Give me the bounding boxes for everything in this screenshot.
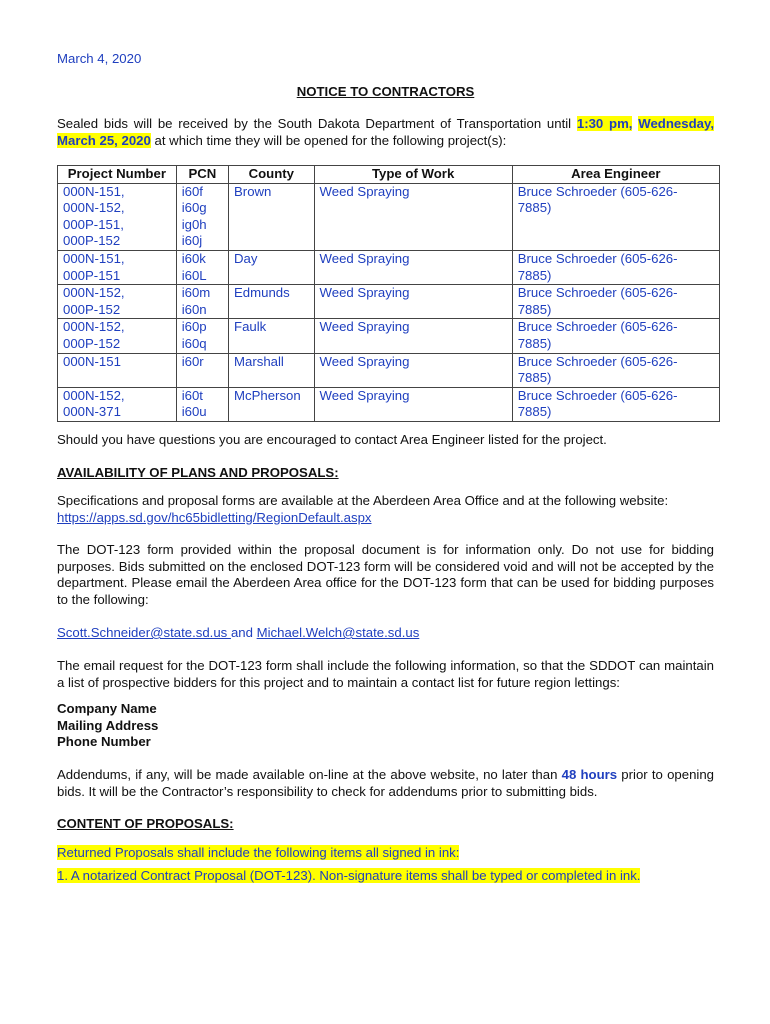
table-row [58,183,720,250]
table-row [58,319,720,353]
county-cell: Faulk [229,319,315,353]
project-number-cell: 000N-151, 000N-152, 000P-151, 000P-152 [58,183,177,250]
project-number-cell: 000N-152, 000P-152 [58,285,177,319]
content-heading: CONTENT OF PROPOSALS: [57,816,234,831]
area-engineer-cell: Bruce Schroeder (605-626- 7885) [512,250,719,284]
area-engineer-cell: Bruce Schroeder (605-626- 7885) [512,319,719,353]
header-project-number: Project Number [58,166,177,184]
intro-text-before: Sealed bids will be received by the South Dakota Department of Transportation until [57,116,577,131]
email-link-scott[interactable]: Scott.Schneider@state.sd.us [57,625,231,640]
pcn-cell: i60f i60g ig0h i60j [176,183,228,250]
bid-time: 1:30 pm, [576,116,633,131]
page-title: NOTICE TO CONTRACTORS [296,84,475,99]
header-type-of-work: Type of Work [314,166,512,184]
emails-and: and [230,625,253,640]
county-cell: Day [229,250,315,284]
email-request-paragraph: The email request for the DOT-123 form shall include the following information, so that the SDDOT can maintain a list of prospective bidders for this project and to maintain a contact list for future region lettings: [57,658,714,690]
addendums-text-after: prior to opening bids. It will be the Contractor’s responsibility to check for addendums prior to submitting bids. [57,767,714,799]
county-cell: Edmunds [229,285,315,319]
pcn-cell: i60k i60L [176,250,228,284]
type-of-work-cell: Weed Spraying [314,285,512,319]
header-area-engineer: Area Engineer [512,166,719,184]
content-intro: Returned Proposals shall include the following items all signed in ink: [57,845,460,860]
project-number-cell: 000N-152, 000P-152 [58,319,177,353]
bid-letting-link[interactable]: https://apps.sd.gov/hc65bidletting/RegionDefault.aspx [57,509,372,525]
type-of-work-cell: Weed Spraying [314,183,512,250]
dot123-paragraph: The DOT-123 form provided within the proposal document is for information only. Do not use for bidding purposes. Bids submitted on the enclosed DOT-123 form will be considered void and will not be accepted by the department. Please email the Aberdeen Area office for the DOT-123 form that can be used for bidding purposes to the following: [57,542,714,607]
email-link-michael[interactable]: Michael.Welch@state.sd.us [256,625,420,640]
questions-paragraph: Should you have questions you are encouraged to contact Area Engineer listed for the project. [57,432,607,447]
county-cell: McPherson [229,387,315,421]
pcn-cell: i60m i60n [176,285,228,319]
list-item: Phone Number [57,734,151,749]
area-engineer-cell: Bruce Schroeder (605-626- 7885) [512,285,719,319]
pcn-cell: i60r [176,353,228,387]
intro-paragraph [57,116,714,149]
area-engineer-cell: Bruce Schroeder (605-626- 7885) [512,183,719,250]
type-of-work-cell: Weed Spraying [314,387,512,421]
area-engineer-cell: Bruce Schroeder (605-626- 7885) [512,387,719,421]
availability-paragraph [57,493,714,526]
availability-text: Specifications and proposal forms are available at the Aberdeen Area Office and at the following website: [57,493,669,508]
addendums-hours: 48 hours [561,767,618,782]
list-item: Company Name [57,701,157,716]
pcn-cell: i60t i60u [176,387,228,421]
contact-emails [57,625,714,642]
project-number-cell: 000N-151, 000P-151 [58,250,177,284]
table-header-row [58,166,720,184]
header-county: County [229,166,315,184]
intro-text-after: at which time they will be opened for the following project(s): [150,132,507,148]
area-engineer-cell: Bruce Schroeder (605-626- 7885) [512,353,719,387]
projects-table [57,165,720,422]
addendums-paragraph [57,767,714,800]
project-number-cell: 000N-151 [58,353,177,387]
pcn-cell: i60p i60q [176,319,228,353]
bid-date: Wednesday, March 25, 2020 [57,116,714,148]
content-item-1: 1. A notarized Contract Proposal (DOT-123). Non-signature items shall be typed or completed in ink. [57,868,641,883]
notice-date: March 4, 2020 [57,51,142,66]
county-cell: Brown [229,183,315,250]
type-of-work-cell: Weed Spraying [314,250,512,284]
type-of-work-cell: Weed Spraying [314,353,512,387]
header-pcn: PCN [176,166,228,184]
table-row [58,285,720,319]
availability-heading: AVAILABILITY OF PLANS AND PROPOSALS: [57,465,339,480]
table-row [58,250,720,284]
type-of-work-cell: Weed Spraying [314,319,512,353]
required-info-list [57,701,714,751]
project-number-cell: 000N-152, 000N-371 [58,387,177,421]
addendums-text-before: Addendums, if any, will be made available on-line at the above website, no later than [57,767,562,782]
county-cell: Marshall [229,353,315,387]
table-row [58,353,720,387]
list-item: Mailing Address [57,717,159,733]
table-row [58,387,720,421]
